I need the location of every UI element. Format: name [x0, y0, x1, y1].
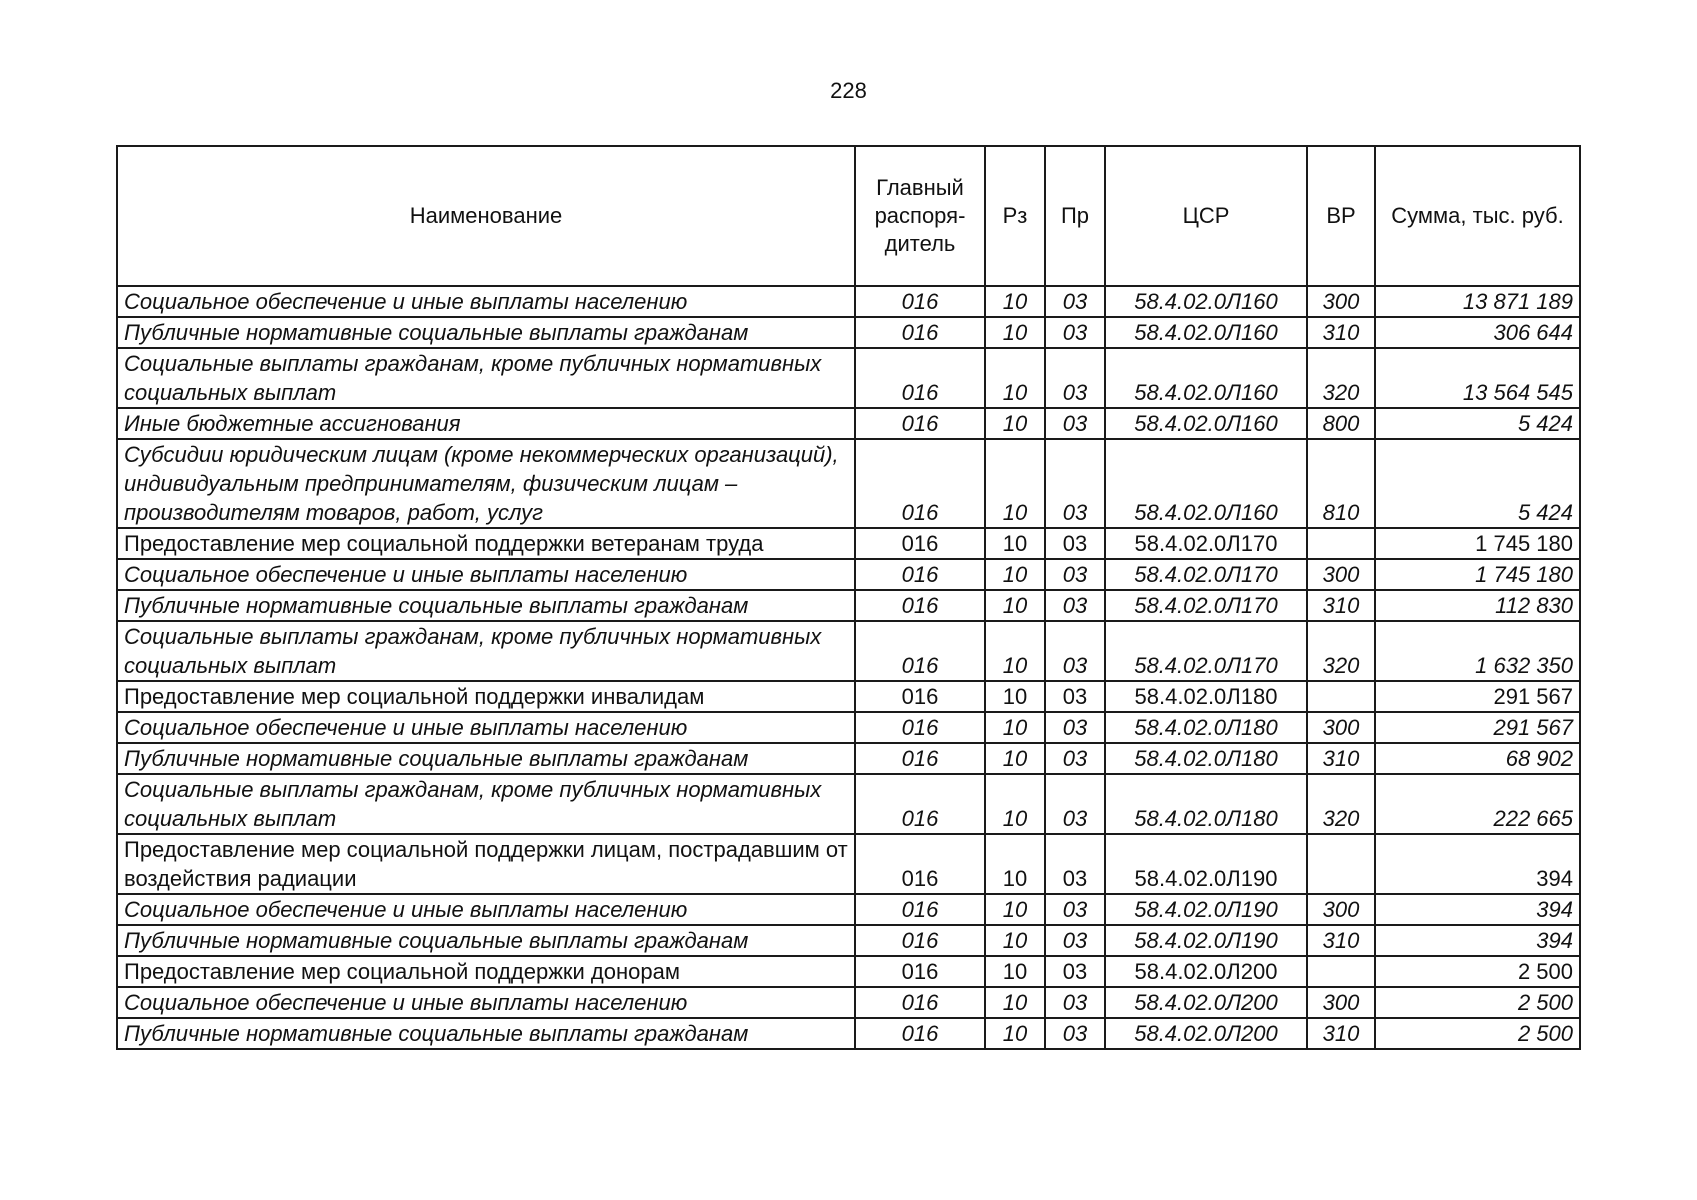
cell-manager: 016 [855, 774, 985, 834]
cell-pr: 03 [1045, 317, 1105, 348]
cell-pr: 03 [1045, 681, 1105, 712]
cell-rz: 10 [985, 925, 1045, 956]
cell-vr: 300 [1307, 987, 1375, 1018]
cell-csr: 58.4.02.0Л170 [1105, 528, 1307, 559]
cell-vr: 320 [1307, 774, 1375, 834]
cell-rz: 10 [985, 408, 1045, 439]
cell-rz: 10 [985, 621, 1045, 681]
cell-vr: 300 [1307, 894, 1375, 925]
cell-pr: 03 [1045, 987, 1105, 1018]
page-number: 228 [830, 78, 867, 103]
cell-csr: 58.4.02.0Л190 [1105, 834, 1307, 894]
cell-rz: 10 [985, 528, 1045, 559]
cell-vr: 310 [1307, 590, 1375, 621]
cell-sum: 2 500 [1375, 987, 1580, 1018]
cell-csr: 58.4.02.0Л160 [1105, 317, 1307, 348]
cell-csr: 58.4.02.0Л160 [1105, 408, 1307, 439]
cell-manager: 016 [855, 528, 985, 559]
table-row [117, 925, 1580, 956]
table-row [117, 528, 1580, 559]
budget-table [116, 145, 1581, 1050]
cell-vr [1307, 956, 1375, 987]
cell-pr: 03 [1045, 590, 1105, 621]
cell-name: Предоставление мер социальной поддержки донорам [117, 956, 855, 987]
cell-name: Предоставление мер социальной поддержки лицам, пострадавшим от воздействия радиации [117, 834, 855, 894]
cell-rz: 10 [985, 1018, 1045, 1049]
cell-sum: 306 644 [1375, 317, 1580, 348]
cell-vr [1307, 528, 1375, 559]
cell-vr: 300 [1307, 286, 1375, 317]
cell-sum: 5 424 [1375, 439, 1580, 528]
table-row [117, 743, 1580, 774]
cell-manager: 016 [855, 925, 985, 956]
table-row [117, 894, 1580, 925]
cell-vr: 800 [1307, 408, 1375, 439]
cell-rz: 10 [985, 317, 1045, 348]
cell-rz: 10 [985, 834, 1045, 894]
cell-vr: 300 [1307, 712, 1375, 743]
cell-vr: 320 [1307, 348, 1375, 408]
table-row [117, 348, 1580, 408]
cell-name: Социальные выплаты гражданам, кроме публичных нормативных социальных выплат [117, 348, 855, 408]
cell-rz: 10 [985, 590, 1045, 621]
cell-name: Публичные нормативные социальные выплаты гражданам [117, 925, 855, 956]
cell-manager: 016 [855, 408, 985, 439]
cell-csr: 58.4.02.0Л180 [1105, 712, 1307, 743]
cell-pr: 03 [1045, 956, 1105, 987]
cell-pr: 03 [1045, 894, 1105, 925]
cell-name: Иные бюджетные ассигнования [117, 408, 855, 439]
cell-vr [1307, 834, 1375, 894]
table-row [117, 439, 1580, 528]
table-row [117, 712, 1580, 743]
header-rz: Рз [985, 146, 1045, 286]
cell-pr: 03 [1045, 712, 1105, 743]
cell-pr: 03 [1045, 1018, 1105, 1049]
header-manager: Главный распоря-дитель [855, 146, 985, 286]
cell-name: Социальное обеспечение и иные выплаты населению [117, 987, 855, 1018]
cell-sum: 2 500 [1375, 1018, 1580, 1049]
cell-pr: 03 [1045, 559, 1105, 590]
cell-name: Публичные нормативные социальные выплаты гражданам [117, 317, 855, 348]
header-vr: ВР [1307, 146, 1375, 286]
table-row [117, 774, 1580, 834]
cell-sum: 1 745 180 [1375, 559, 1580, 590]
cell-vr: 300 [1307, 559, 1375, 590]
cell-csr: 58.4.02.0Л160 [1105, 439, 1307, 528]
cell-manager: 016 [855, 681, 985, 712]
cell-csr: 58.4.02.0Л180 [1105, 681, 1307, 712]
cell-sum: 13 564 545 [1375, 348, 1580, 408]
cell-vr [1307, 681, 1375, 712]
cell-sum: 1 745 180 [1375, 528, 1580, 559]
cell-name: Публичные нормативные социальные выплаты гражданам [117, 590, 855, 621]
cell-rz: 10 [985, 559, 1045, 590]
cell-name: Предоставление мер социальной поддержки ветеранам труда [117, 528, 855, 559]
header-sum: Сумма, тыс. руб. [1375, 146, 1580, 286]
table-row [117, 286, 1580, 317]
cell-rz: 10 [985, 439, 1045, 528]
cell-vr: 810 [1307, 439, 1375, 528]
cell-rz: 10 [985, 286, 1045, 317]
cell-name: Социальные выплаты гражданам, кроме публичных нормативных социальных выплат [117, 774, 855, 834]
table-row [117, 1018, 1580, 1049]
cell-pr: 03 [1045, 774, 1105, 834]
cell-csr: 58.4.02.0Л190 [1105, 925, 1307, 956]
cell-vr: 320 [1307, 621, 1375, 681]
cell-manager: 016 [855, 559, 985, 590]
cell-csr: 58.4.02.0Л180 [1105, 774, 1307, 834]
cell-pr: 03 [1045, 528, 1105, 559]
cell-pr: 03 [1045, 408, 1105, 439]
cell-rz: 10 [985, 743, 1045, 774]
table-row [117, 559, 1580, 590]
cell-sum: 394 [1375, 925, 1580, 956]
cell-pr: 03 [1045, 348, 1105, 408]
table-row [117, 834, 1580, 894]
header-pr: Пр [1045, 146, 1105, 286]
cell-name: Публичные нормативные социальные выплаты гражданам [117, 743, 855, 774]
cell-rz: 10 [985, 956, 1045, 987]
cell-manager: 016 [855, 439, 985, 528]
header-name: Наименование [117, 146, 855, 286]
cell-csr: 58.4.02.0Л160 [1105, 348, 1307, 408]
cell-manager: 016 [855, 621, 985, 681]
cell-name: Социальное обеспечение и иные выплаты населению [117, 894, 855, 925]
cell-manager: 016 [855, 286, 985, 317]
cell-manager: 016 [855, 743, 985, 774]
cell-name: Социальное обеспечение и иные выплаты населению [117, 286, 855, 317]
cell-pr: 03 [1045, 925, 1105, 956]
table-row [117, 317, 1580, 348]
cell-rz: 10 [985, 712, 1045, 743]
table-row [117, 956, 1580, 987]
cell-rz: 10 [985, 681, 1045, 712]
cell-vr: 310 [1307, 925, 1375, 956]
cell-sum: 394 [1375, 894, 1580, 925]
cell-sum: 291 567 [1375, 712, 1580, 743]
cell-rz: 10 [985, 987, 1045, 1018]
cell-name: Предоставление мер социальной поддержки инвалидам [117, 681, 855, 712]
cell-manager: 016 [855, 712, 985, 743]
cell-name: Субсидии юридическим лицам (кроме некоммерческих организаций), индивидуальным предпринимателям, физическим лицам – производителям товаров, работ, услуг [117, 439, 855, 528]
cell-manager: 016 [855, 987, 985, 1018]
cell-name: Социальное обеспечение и иные выплаты населению [117, 712, 855, 743]
table-row [117, 590, 1580, 621]
cell-sum: 1 632 350 [1375, 621, 1580, 681]
table-body [117, 286, 1580, 1049]
cell-name: Социальное обеспечение и иные выплаты населению [117, 559, 855, 590]
cell-pr: 03 [1045, 834, 1105, 894]
cell-pr: 03 [1045, 621, 1105, 681]
cell-rz: 10 [985, 348, 1045, 408]
cell-csr: 58.4.02.0Л170 [1105, 559, 1307, 590]
cell-pr: 03 [1045, 743, 1105, 774]
cell-csr: 58.4.02.0Л200 [1105, 1018, 1307, 1049]
cell-rz: 10 [985, 894, 1045, 925]
cell-manager: 016 [855, 317, 985, 348]
cell-manager: 016 [855, 348, 985, 408]
cell-manager: 016 [855, 894, 985, 925]
cell-name: Социальные выплаты гражданам, кроме публичных нормативных социальных выплат [117, 621, 855, 681]
cell-manager: 016 [855, 1018, 985, 1049]
cell-sum: 394 [1375, 834, 1580, 894]
cell-csr: 58.4.02.0Л200 [1105, 956, 1307, 987]
cell-sum: 2 500 [1375, 956, 1580, 987]
table-row [117, 621, 1580, 681]
table-row [117, 681, 1580, 712]
cell-csr: 58.4.02.0Л160 [1105, 286, 1307, 317]
cell-csr: 58.4.02.0Л170 [1105, 590, 1307, 621]
cell-sum: 13 871 189 [1375, 286, 1580, 317]
cell-sum: 112 830 [1375, 590, 1580, 621]
cell-rz: 10 [985, 774, 1045, 834]
table-row [117, 408, 1580, 439]
cell-vr: 310 [1307, 1018, 1375, 1049]
cell-csr: 58.4.02.0Л180 [1105, 743, 1307, 774]
header-csr: ЦСР [1105, 146, 1307, 286]
table-row [117, 987, 1580, 1018]
cell-sum: 68 902 [1375, 743, 1580, 774]
cell-manager: 016 [855, 590, 985, 621]
cell-pr: 03 [1045, 439, 1105, 528]
cell-vr: 310 [1307, 743, 1375, 774]
table-header-row [117, 146, 1580, 286]
cell-pr: 03 [1045, 286, 1105, 317]
cell-csr: 58.4.02.0Л190 [1105, 894, 1307, 925]
cell-manager: 016 [855, 834, 985, 894]
cell-sum: 5 424 [1375, 408, 1580, 439]
cell-csr: 58.4.02.0Л170 [1105, 621, 1307, 681]
cell-manager: 016 [855, 956, 985, 987]
cell-sum: 291 567 [1375, 681, 1580, 712]
cell-sum: 222 665 [1375, 774, 1580, 834]
cell-vr: 310 [1307, 317, 1375, 348]
cell-name: Публичные нормативные социальные выплаты гражданам [117, 1018, 855, 1049]
cell-csr: 58.4.02.0Л200 [1105, 987, 1307, 1018]
